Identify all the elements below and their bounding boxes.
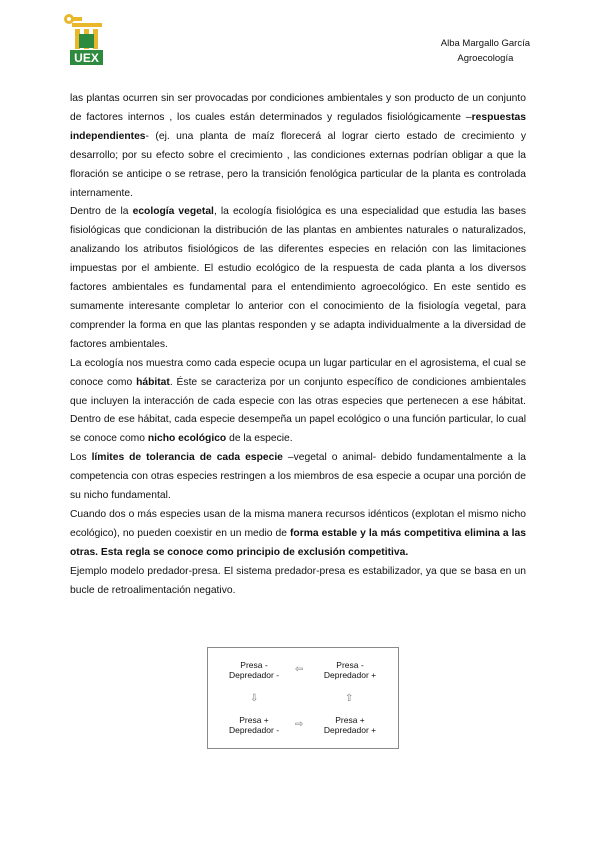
term-ecologia-vegetal: ecología vegetal xyxy=(132,206,214,218)
logo-text: UEX xyxy=(74,51,99,65)
cell-top-right: Presa - Depredador + xyxy=(323,660,377,680)
author-name: Alba Margallo García xyxy=(440,38,530,49)
paragraph-exclusion-competitiva: Cuando dos o más especies usan de la misma manera recursos idénticos (explotan el mismo nicho ecológico), no pueden coexistir en un medio de forma estable y la más competitiva elimina a las otras. Esta regla se conoce como principio de exclusión competitiva. xyxy=(70,508,526,558)
term-respuestas-independientes: respuestas independientes xyxy=(70,111,526,142)
paragraph-predador-presa: Ejemplo modelo predador-presa. El sistema predador-presa es estabilizador, ya que se basa en un bucle de retroalimentación negativo. xyxy=(70,565,526,596)
arrow-up-icon: ⇧ xyxy=(345,693,354,704)
arrow-right-icon: ⇨ xyxy=(295,719,304,730)
cell-bottom-right: Presa + Depredador + xyxy=(323,715,377,735)
term-nicho-ecologico: nicho ecológico xyxy=(147,433,227,445)
predator-prey-diagram xyxy=(207,647,399,749)
arrow-down-icon: ⇩ xyxy=(250,693,259,704)
term-limites-tolerancia: límites de tolerancia de cada especie xyxy=(91,452,283,464)
arrow-left-icon: ⇦ xyxy=(295,664,304,675)
paragraph-ecologia-vegetal: Dentro de la ecología vegetal, la ecología fisiológica es una especialidad que estudia las bases fisiológicas que condicionan la distribución de las plantas en ambientes naturales o naturalizados, analizando los atributos fisiológicos de las diferentes especies en relación con las limitaciones impuestas por el ambiente. El estudio ecológico de la respuesta de cada planta a los diversos factores ambientales es fundamental para el entendimiento agroecológico. En este sentido es sumamente interesante completar lo anterior con el conocimiento de la fisiología vegetal, para comprender la forma en que las plantas responden y se adapta individualmente a la diversidad de factores ambientales. xyxy=(70,206,526,350)
cell-bottom-left: Presa + Depredador - xyxy=(228,715,280,735)
page-header xyxy=(441,36,530,66)
subject-name: Agroecología xyxy=(457,53,514,64)
term-exclusion-competitiva: forma estable y la más competitiva elimina a las otras. Esta regla se conoce como principio de exclusión competitiva. xyxy=(70,527,526,558)
term-habitat: hábitat xyxy=(136,376,170,388)
paragraph-limites-tolerancia: Los límites de tolerancia de cada especie –vegetal o animal- debido fundamentalmente a la competencia con otras especies restringen a los miembros de esa especie a ocupar una porción de su nicho fundamental. xyxy=(70,452,526,502)
university-logo-icon xyxy=(62,12,106,66)
cell-top-left: Presa - Depredador - xyxy=(228,660,280,680)
paragraph-flowering: las plantas ocurren sin ser provocadas por condiciones ambientales y son producto de un conjunto de factores internos , los cuales están determinados y regulados fisiológicamente –respuestas independientes- (ej. una planta de maíz florecerá al lograr cierto estado de crecimiento y desarrollo; por su efecto sobre el crecimiento , las condiciones externas podrían obligar a que la floración se anticipe o se retrase, pero la transición fenológica particular de la planta es controlada internamente. xyxy=(70,93,526,199)
paragraph-habitat: La ecología nos muestra como cada especie ocupa un lugar particular en el agrosistema, el cual se conoce como hábitat. Éste se caracteriza por un conjunto específico de condiciones ambientales que incluyen la interacción de cada especie con las otras especies que pertenecen a ese hábitat. Dentro de ese hábitat, cada especie desempeña un papel ecológico o una función particular, lo cual se conoce como nicho ecológico de la especie. xyxy=(70,357,526,445)
document-body xyxy=(70,90,526,600)
